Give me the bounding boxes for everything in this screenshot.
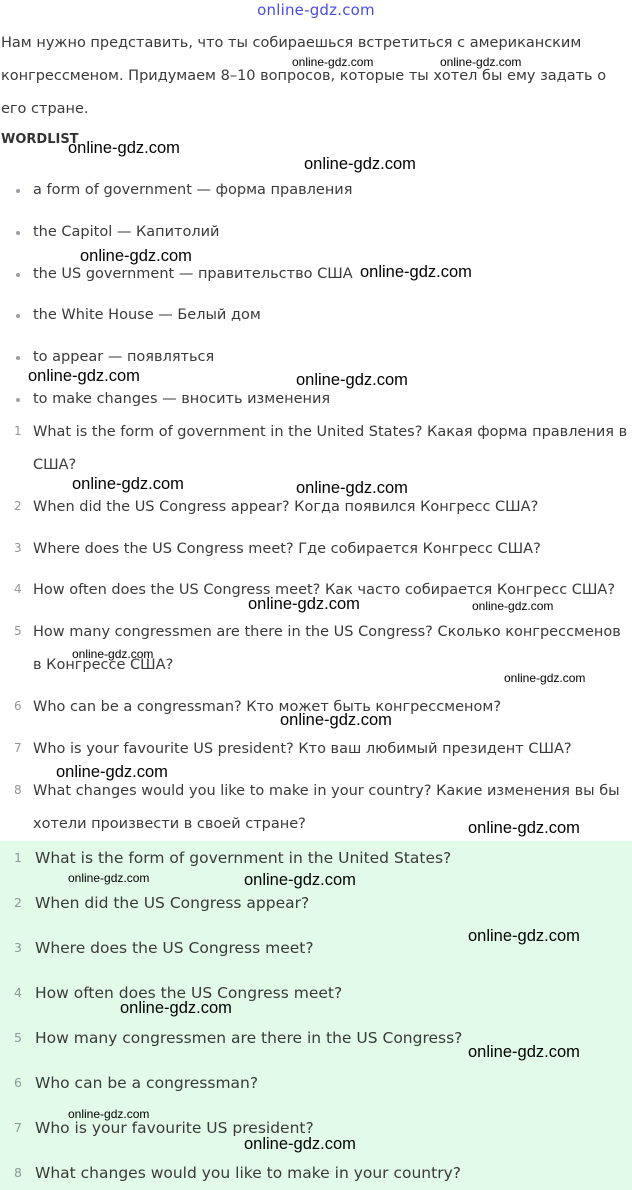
- bullet-icon: [16, 189, 20, 193]
- watermark: online-gdz.com: [68, 871, 150, 885]
- watermark: online-gdz.com: [472, 599, 554, 613]
- watermark: online-gdz.com: [28, 367, 140, 385]
- watermark: online-gdz.com: [468, 1043, 580, 1061]
- watermark: online-gdz.com: [80, 247, 192, 265]
- watermark: online-gdz.com: [292, 55, 374, 69]
- task-intro: Нам нужно представить, что ты собираешься встретиться с американским конгрессменом. Придумаем 8–10 вопросов, которые ты хотел бы ему задать о его стране.: [1, 35, 607, 117]
- watermark: online-gdz.com: [360, 263, 472, 281]
- watermark: online-gdz.com: [440, 55, 522, 69]
- watermark: online-gdz.com: [72, 475, 184, 493]
- watermark: online-gdz.com: [120, 999, 232, 1017]
- watermark: online-gdz.com: [304, 155, 416, 173]
- watermark: online-gdz.com: [56, 763, 168, 781]
- watermark: online-gdz.com: [244, 1135, 356, 1153]
- answer-box: 1 What is the form of government in the United States? 2 When did the US Congress appear? 3 Where does the US Congress meet? 4 How often does the US Congress meet? 5 How many congressmen are there in the US Congress? 6 Who can be a congressman? 7 Who is your favourite US president? 8 What changes would you like to make in your country?: [0, 841, 632, 1190]
- bullet-icon: [16, 314, 20, 318]
- watermark: online-gdz.com: [72, 647, 154, 661]
- watermark: online-gdz.com: [244, 871, 356, 889]
- watermark: online-gdz.com: [296, 371, 408, 389]
- watermark: online-gdz.com: [504, 671, 586, 685]
- watermark: online-gdz.com: [468, 927, 580, 945]
- bullet-icon: [16, 231, 20, 235]
- wordlist-heading: WORDLIST: [1, 132, 79, 147]
- bullet-icon: [16, 356, 20, 360]
- watermark: online-gdz.com: [68, 139, 180, 157]
- watermark: online-gdz.com: [248, 595, 360, 613]
- watermark: online-gdz.com: [280, 711, 392, 729]
- watermark: online-gdz.com: [296, 479, 408, 497]
- bullet-icon: [16, 273, 20, 277]
- watermark: online-gdz.com: [468, 819, 580, 837]
- bullet-icon: [16, 398, 20, 402]
- watermark: online-gdz.com: [68, 1107, 150, 1121]
- site-link-top[interactable]: online-gdz.com: [257, 1, 375, 19]
